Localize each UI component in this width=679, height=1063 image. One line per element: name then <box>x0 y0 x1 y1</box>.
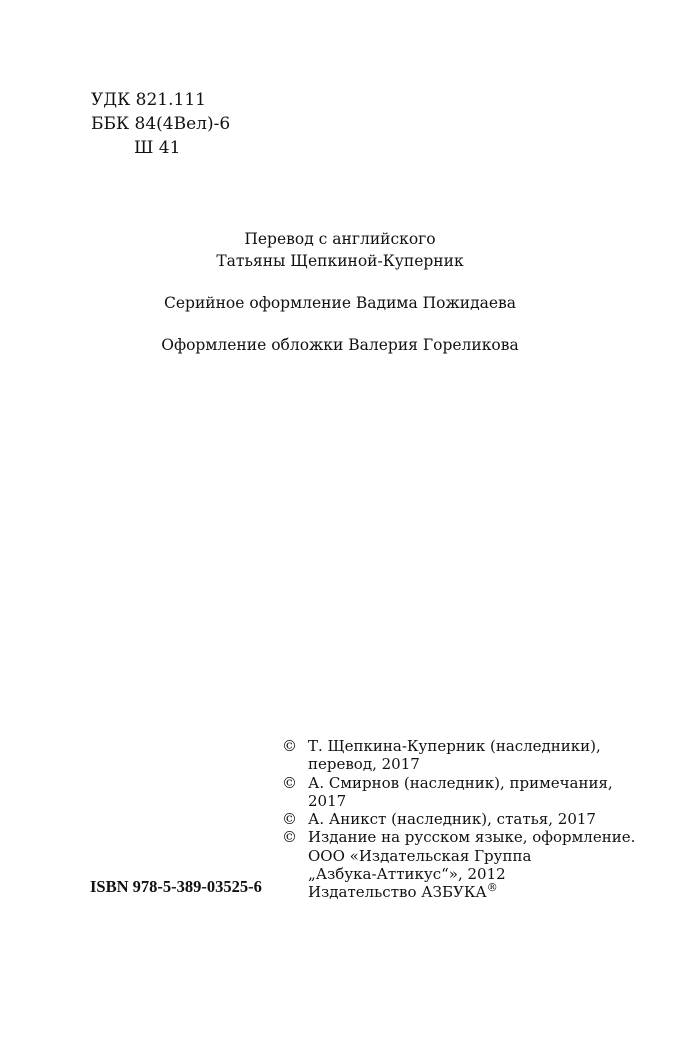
copyright-line: Т. Щепкина-Куперник (наследники), <box>308 737 601 755</box>
isbn: ISBN 978-5-389-03525-6 <box>90 877 262 896</box>
copyright-line: Издание на русском языке, оформление. <box>308 828 636 847</box>
registered-mark: ® <box>486 881 498 895</box>
copyright-entry <box>282 774 635 811</box>
copyright-line: перевод, 2017 <box>308 755 420 774</box>
copyright-line: 2017 <box>308 791 347 810</box>
translation-credit-line1: Перевод с английского <box>244 230 436 248</box>
publisher-name: Издательство АЗБУКА <box>308 883 487 902</box>
copyright-entry <box>282 737 635 774</box>
copyright-entry <box>282 828 635 901</box>
copyright-symbol: © <box>282 810 297 829</box>
copyright-entry <box>282 810 635 828</box>
copyright-line: А. Смирнов (наследник), примечания, <box>308 773 613 792</box>
series-design-credit: Серийное оформление Вадима Пожидаева <box>163 294 517 312</box>
bbk-code: ББК 84(4Вел)-6 <box>91 114 231 134</box>
copyright-line: А. Аникст (наследник), статья, 2017 <box>308 810 596 829</box>
copyright-line: ООО «Издательская Группа <box>308 846 532 865</box>
udk-code: УДК 821.111 <box>91 90 206 110</box>
copyright-list <box>282 737 635 902</box>
classification-block <box>91 88 230 160</box>
copyright-line: „Азбука-Аттикус“», 2012 <box>308 865 506 884</box>
author-mark: Ш 41 <box>134 138 181 158</box>
cover-design-credit: Оформление обложки Валерия Гореликова <box>161 336 519 354</box>
copyright-symbol: © <box>282 828 297 847</box>
publisher-line <box>308 883 635 901</box>
copyright-symbol: © <box>282 773 297 792</box>
translation-credit-line2: Татьяны Щепкиной-Куперник <box>216 252 464 270</box>
credits-block <box>150 228 530 356</box>
copyright-symbol: © <box>282 737 297 755</box>
